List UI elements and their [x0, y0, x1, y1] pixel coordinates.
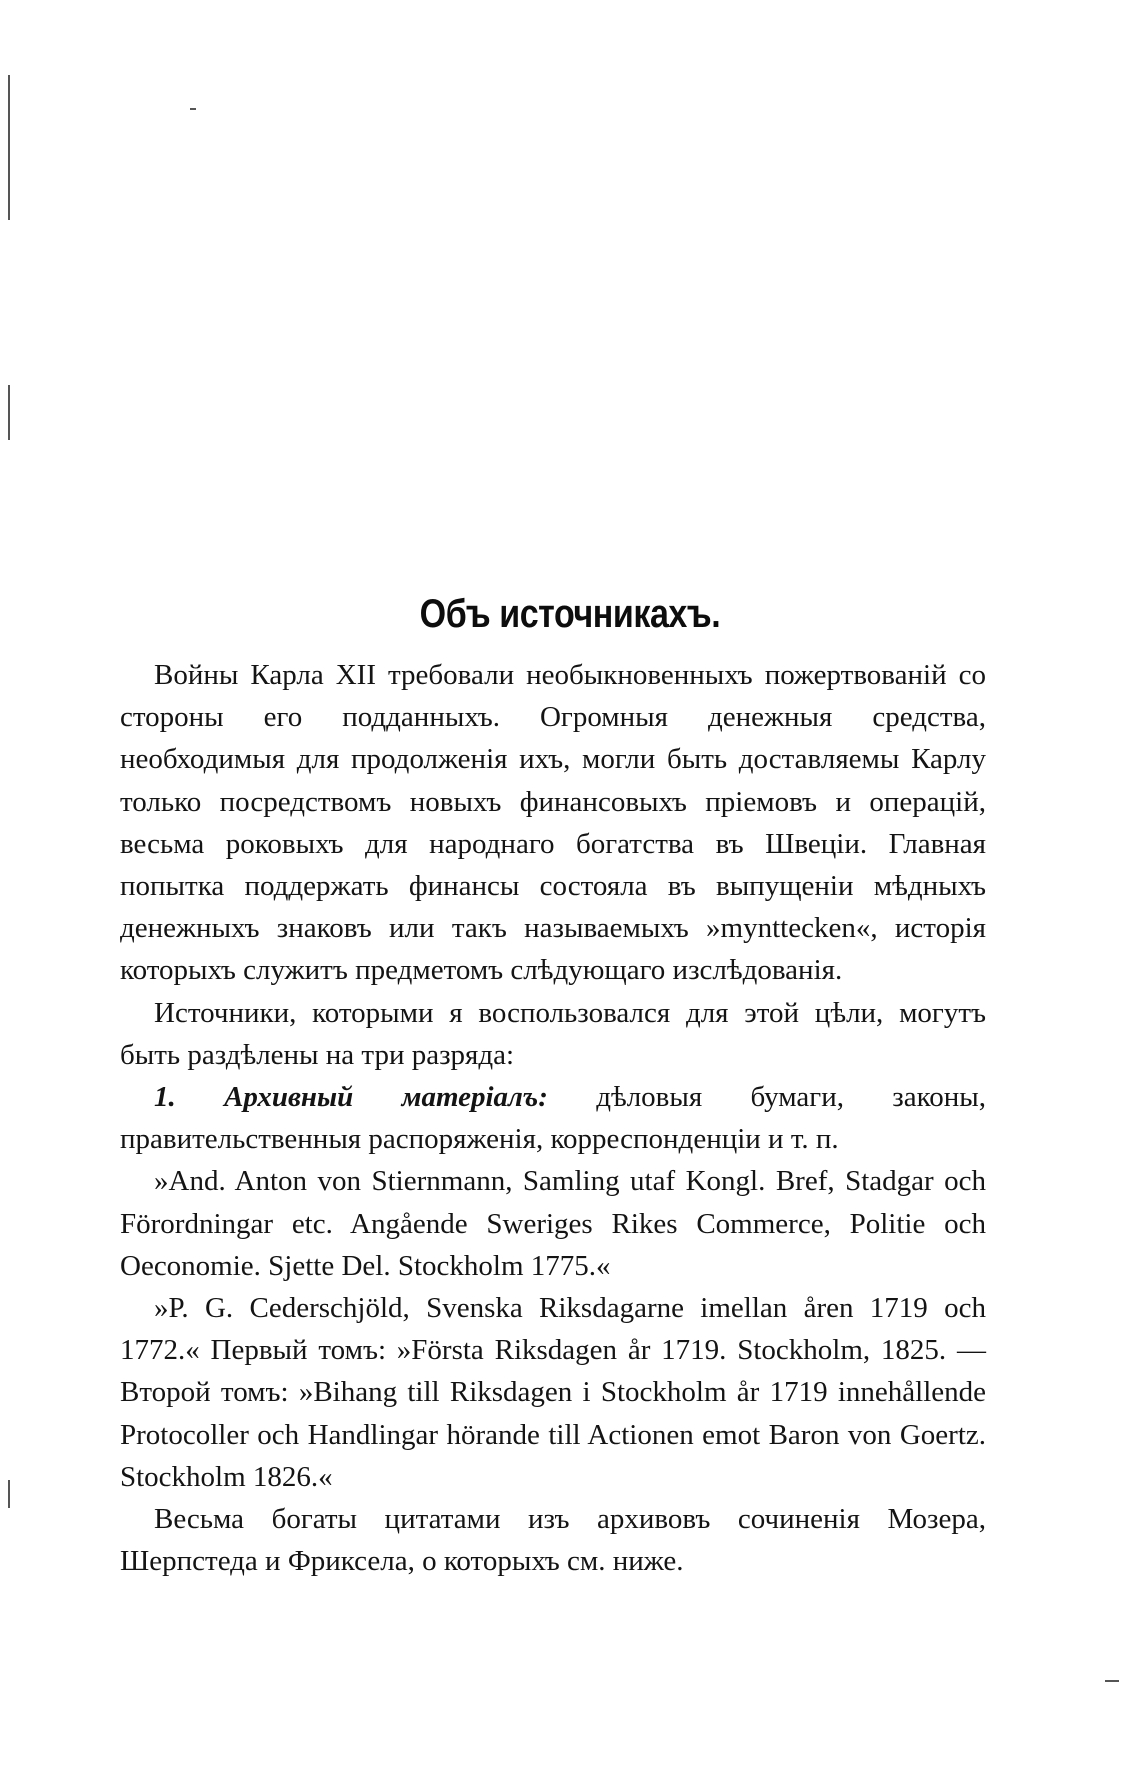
page-title: Объ источникахъ. — [419, 592, 721, 636]
paragraph: »And. Anton von Stiernmann, Samling utaf Kongl. Bref, Stadgar och Förordningar etc. Angående Sweriges Rikes Commerce, Politie och Oeconomie. Sjette Del. Stockholm 1775.« — [120, 1165, 986, 1282]
scan-margin-mark — [8, 385, 10, 440]
paragraph: Войны Карла XII требовали необыкновенныхъ пожертвованій со стороны его подданныхъ. Огромныя денежныя средства, необходимыя для продолженія ихъ, могли быть доставляемы Карлу только посредствомъ новыхъ финансовыхъ пріемовъ и операцій, весьма роковыхъ для народнаго богатства въ Швеціи. Главная попытка поддержать финансы состояла въ выпущеніи мѣдныхъ денежныхъ знаковъ или такъ называемыхъ »mynttecken«, исторія которыхъ служитъ предметомъ слѣдующаго изслѣдованія. — [120, 659, 986, 987]
paragraph: Источники, которыми я воспользовался для этой цѣли, могутъ быть раздѣлены на три разряда: — [120, 996, 986, 1071]
paragraph: Весьма богаты цитатами изъ архивовъ сочиненія Мозера, Шерпстеда и Фриксела, о которыхъ см. ниже. — [120, 1503, 986, 1578]
paragraph — [120, 1076, 986, 1160]
scan-speck — [190, 108, 196, 110]
paragraph-rest: дѣловыя бумаги, законы, правительственныя распоряженія, корреспонденціи и т. п. — [120, 1081, 986, 1156]
scan-margin-mark — [8, 75, 10, 220]
body-text — [120, 654, 986, 1582]
paragraph-lead: 1. Архивный матеріалъ: — [154, 1081, 548, 1114]
scan-margin-mark — [8, 1480, 10, 1508]
scan-speck — [1105, 1680, 1119, 1682]
paragraph: »P. G. Cederschjöld, Svenska Riksdagarne imellan åren 1719 och 1772.« Первый томъ: »Första Riksdagen år 1719. Stockholm, 1825. — Второй томъ: »Bihang till Riksdagen i Stockholm år 1719 innehållende Protocoller och Handlingar hörande till Actionen emot Baron von Goertz. Stockholm 1826.« — [120, 1292, 986, 1493]
